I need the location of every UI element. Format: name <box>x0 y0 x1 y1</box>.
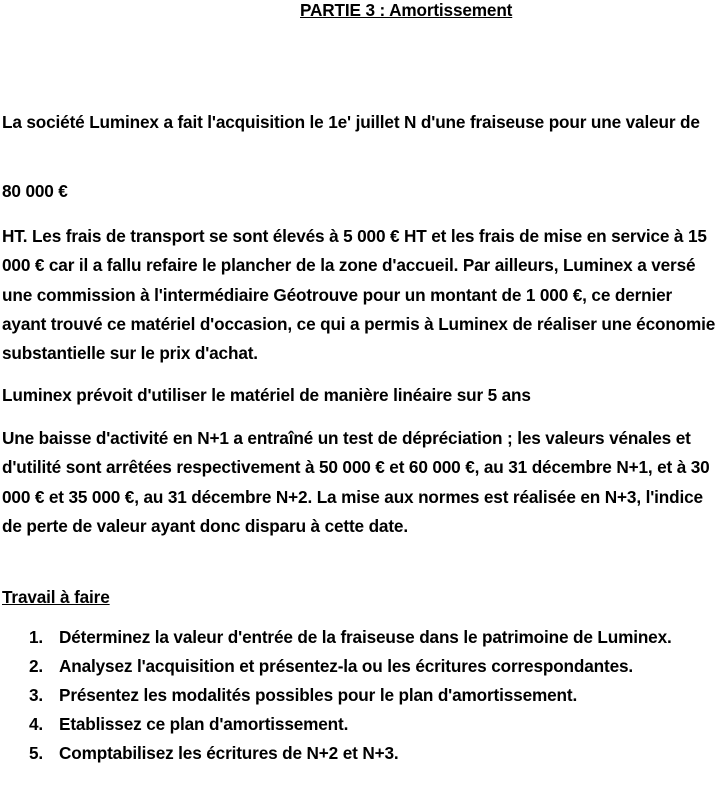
paragraph-acquisition: La société Luminex a fait l'acquisition le 1e' juillet N d'une fraiseuse pour une valeur de <box>2 112 700 132</box>
task-text: Présentez les modalités possibles pour le plan d'amortissement. <box>59 685 578 705</box>
task-item <box>0 681 719 710</box>
task-item <box>0 710 719 739</box>
paragraph-impairment: Une baisse d'activité en N+1 a entraîné un test de dépréciation ; les valeurs vénales et d'utilité sont arrêtées respectivement à 50 000 € et 60 000 €, au 31 décembre N+1, et à 30 000 € et 35 000 €, au 31 décembre N+2. La mise aux normes est réalisée en N+3, l'indice de perte de valeur ayant donc disparu à cette date. <box>2 428 710 536</box>
paragraph-depreciation-plan: Luminex prévoit d'utiliser le matériel de manière linéaire sur 5 ans <box>2 385 531 405</box>
section-title: PARTIE 3 : Amortissement <box>300 0 513 20</box>
task-number: 3. <box>29 685 44 705</box>
task-item <box>0 652 719 681</box>
task-item <box>0 623 719 652</box>
paragraph-costs: HT. Les frais de transport se sont élevés à 5 000 € HT et les frais de mise en service à 15 000 € car il a fallu refaire le plancher de la zone d'accueil. Par ailleurs, Luminex a versé une commission à l'intermédiaire Géotrouve pour un montant de 1 000 €, ce dernier ayant trouvé ce matériel d'occasion, ce qui a permis à Luminex de réaliser une économie substantielle sur le prix d'achat. <box>2 226 716 364</box>
task-number: 4. <box>29 714 44 734</box>
paragraph-price: 80 000 € <box>2 181 68 201</box>
task-text: Comptabilisez les écritures de N+2 et N+3. <box>59 743 399 763</box>
task-text: Etablissez ce plan d'amortissement. <box>59 714 349 734</box>
task-text: Déterminez la valeur d'entrée de la fraiseuse dans le patrimoine de Luminex. <box>59 627 672 647</box>
task-number: 1. <box>29 627 44 647</box>
task-number: 5. <box>29 743 44 763</box>
task-number: 2. <box>29 656 44 676</box>
work-heading: Travail à faire <box>2 587 110 607</box>
task-item <box>0 739 719 768</box>
task-list <box>0 623 719 768</box>
task-text: Analysez l'acquisition et présentez-la ou les écritures correspondantes. <box>59 656 634 676</box>
